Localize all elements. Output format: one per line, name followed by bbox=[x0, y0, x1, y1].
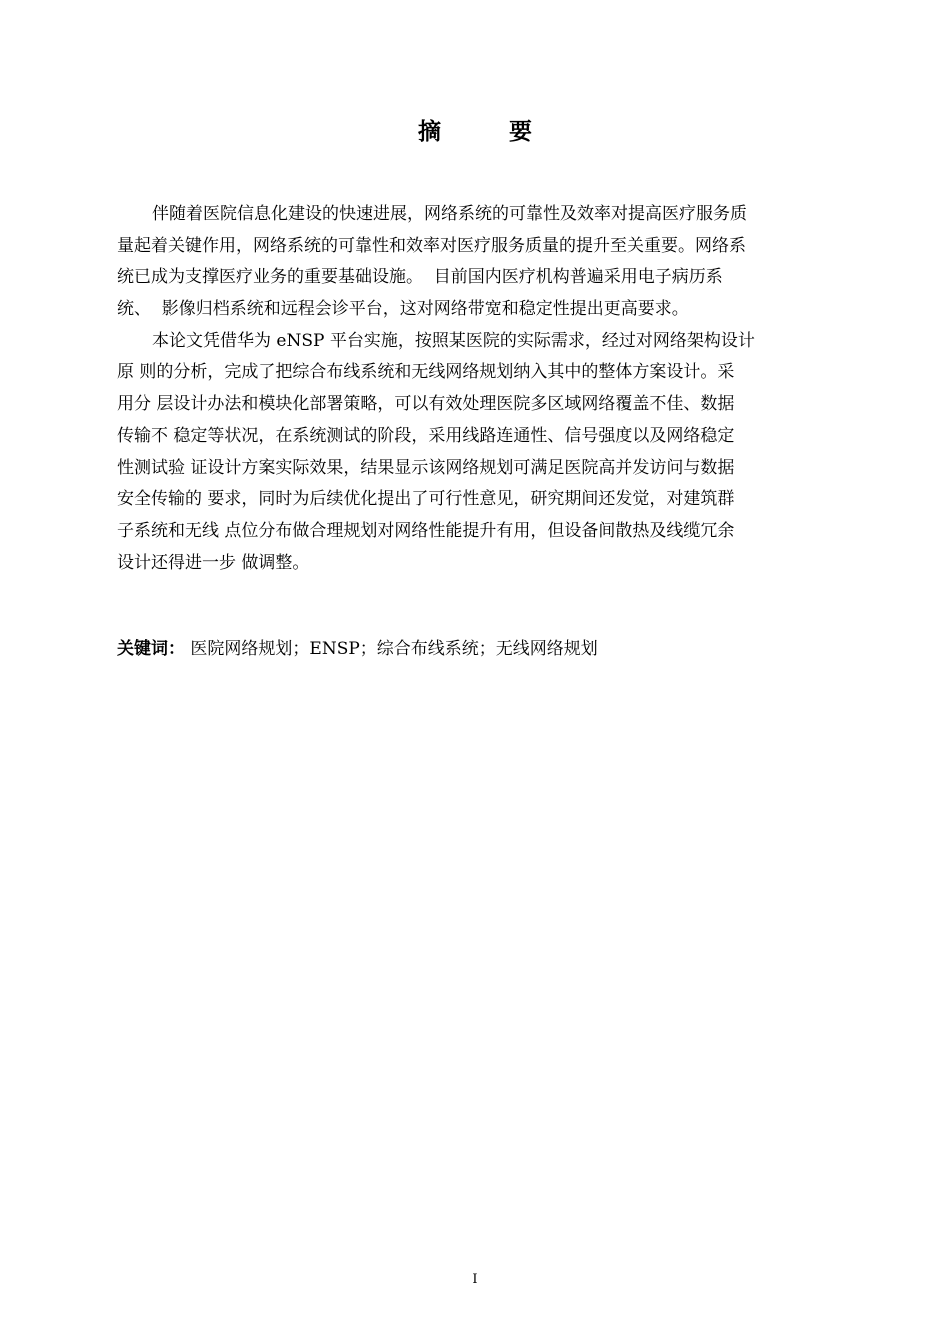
paragraph-1-line-1: 伴随着医院信息化建设的快速进展，网络系统的可靠性及效率对提高医疗服务质 bbox=[152, 204, 747, 224]
paragraph-2-line-5: 性测试验 证设计方案实际效果，结果显示该网络规划可满足医院高并发访问与数据 bbox=[117, 457, 735, 478]
abstract-title: 摘 要 bbox=[417, 119, 562, 145]
paragraph-1-line-2: 量起着关键作用，网络系统的可靠性和效率对医疗服务质量的提升至关重要。网络系 bbox=[117, 235, 746, 256]
page-number: I bbox=[472, 1272, 478, 1287]
paragraph-2-line-8: 设计还得进一步 做调整。 bbox=[117, 552, 310, 573]
keywords-line bbox=[117, 634, 837, 664]
paragraph-2-line-7: 子系统和无线 点位分布做合理规划对网络性能提升有用，但设备间散热及线缆冗余 bbox=[117, 520, 735, 541]
paragraph-2-line-6: 安全传输的 要求，同时为后续优化提出了可行性意见，研究期间还发觉，对建筑群 bbox=[117, 489, 735, 510]
paragraph-1-line-4: 统、 影像归档系统和远程会诊平台，这对网络带宽和稳定性提出更高要求。 bbox=[117, 299, 689, 320]
paragraph-2-line-2: 原 则的分析，完成了把综合布线系统和无线网络规划纳入其中的整体方案设计。采 bbox=[117, 362, 735, 383]
keywords-label: 关键词： bbox=[117, 639, 185, 659]
keywords-value: 医院网络规划；ENSP；综合布线系统；无线网络规划 bbox=[185, 639, 598, 659]
paragraph-2-line-3: 用分 层设计办法和模块化部署策略，可以有效处理医院多区域网络覆盖不佳、数据 bbox=[117, 394, 735, 415]
paragraph-2-line-4: 传输不 稳定等状况，在系统测试的阶段，采用线路连通性、信号强度以及网络稳定 bbox=[117, 425, 735, 446]
paragraph-1-line-3: 统已成为支撑医疗业务的重要基础设施。 目前国内医疗机构普遍采用电子病历系 bbox=[117, 267, 723, 288]
paragraph-2-line-1: 本论文凭借华为 eNSP 平台实施，按照某医院的实际需求，经过对网络架构设计 bbox=[152, 330, 755, 351]
abstract-body bbox=[117, 199, 837, 579]
